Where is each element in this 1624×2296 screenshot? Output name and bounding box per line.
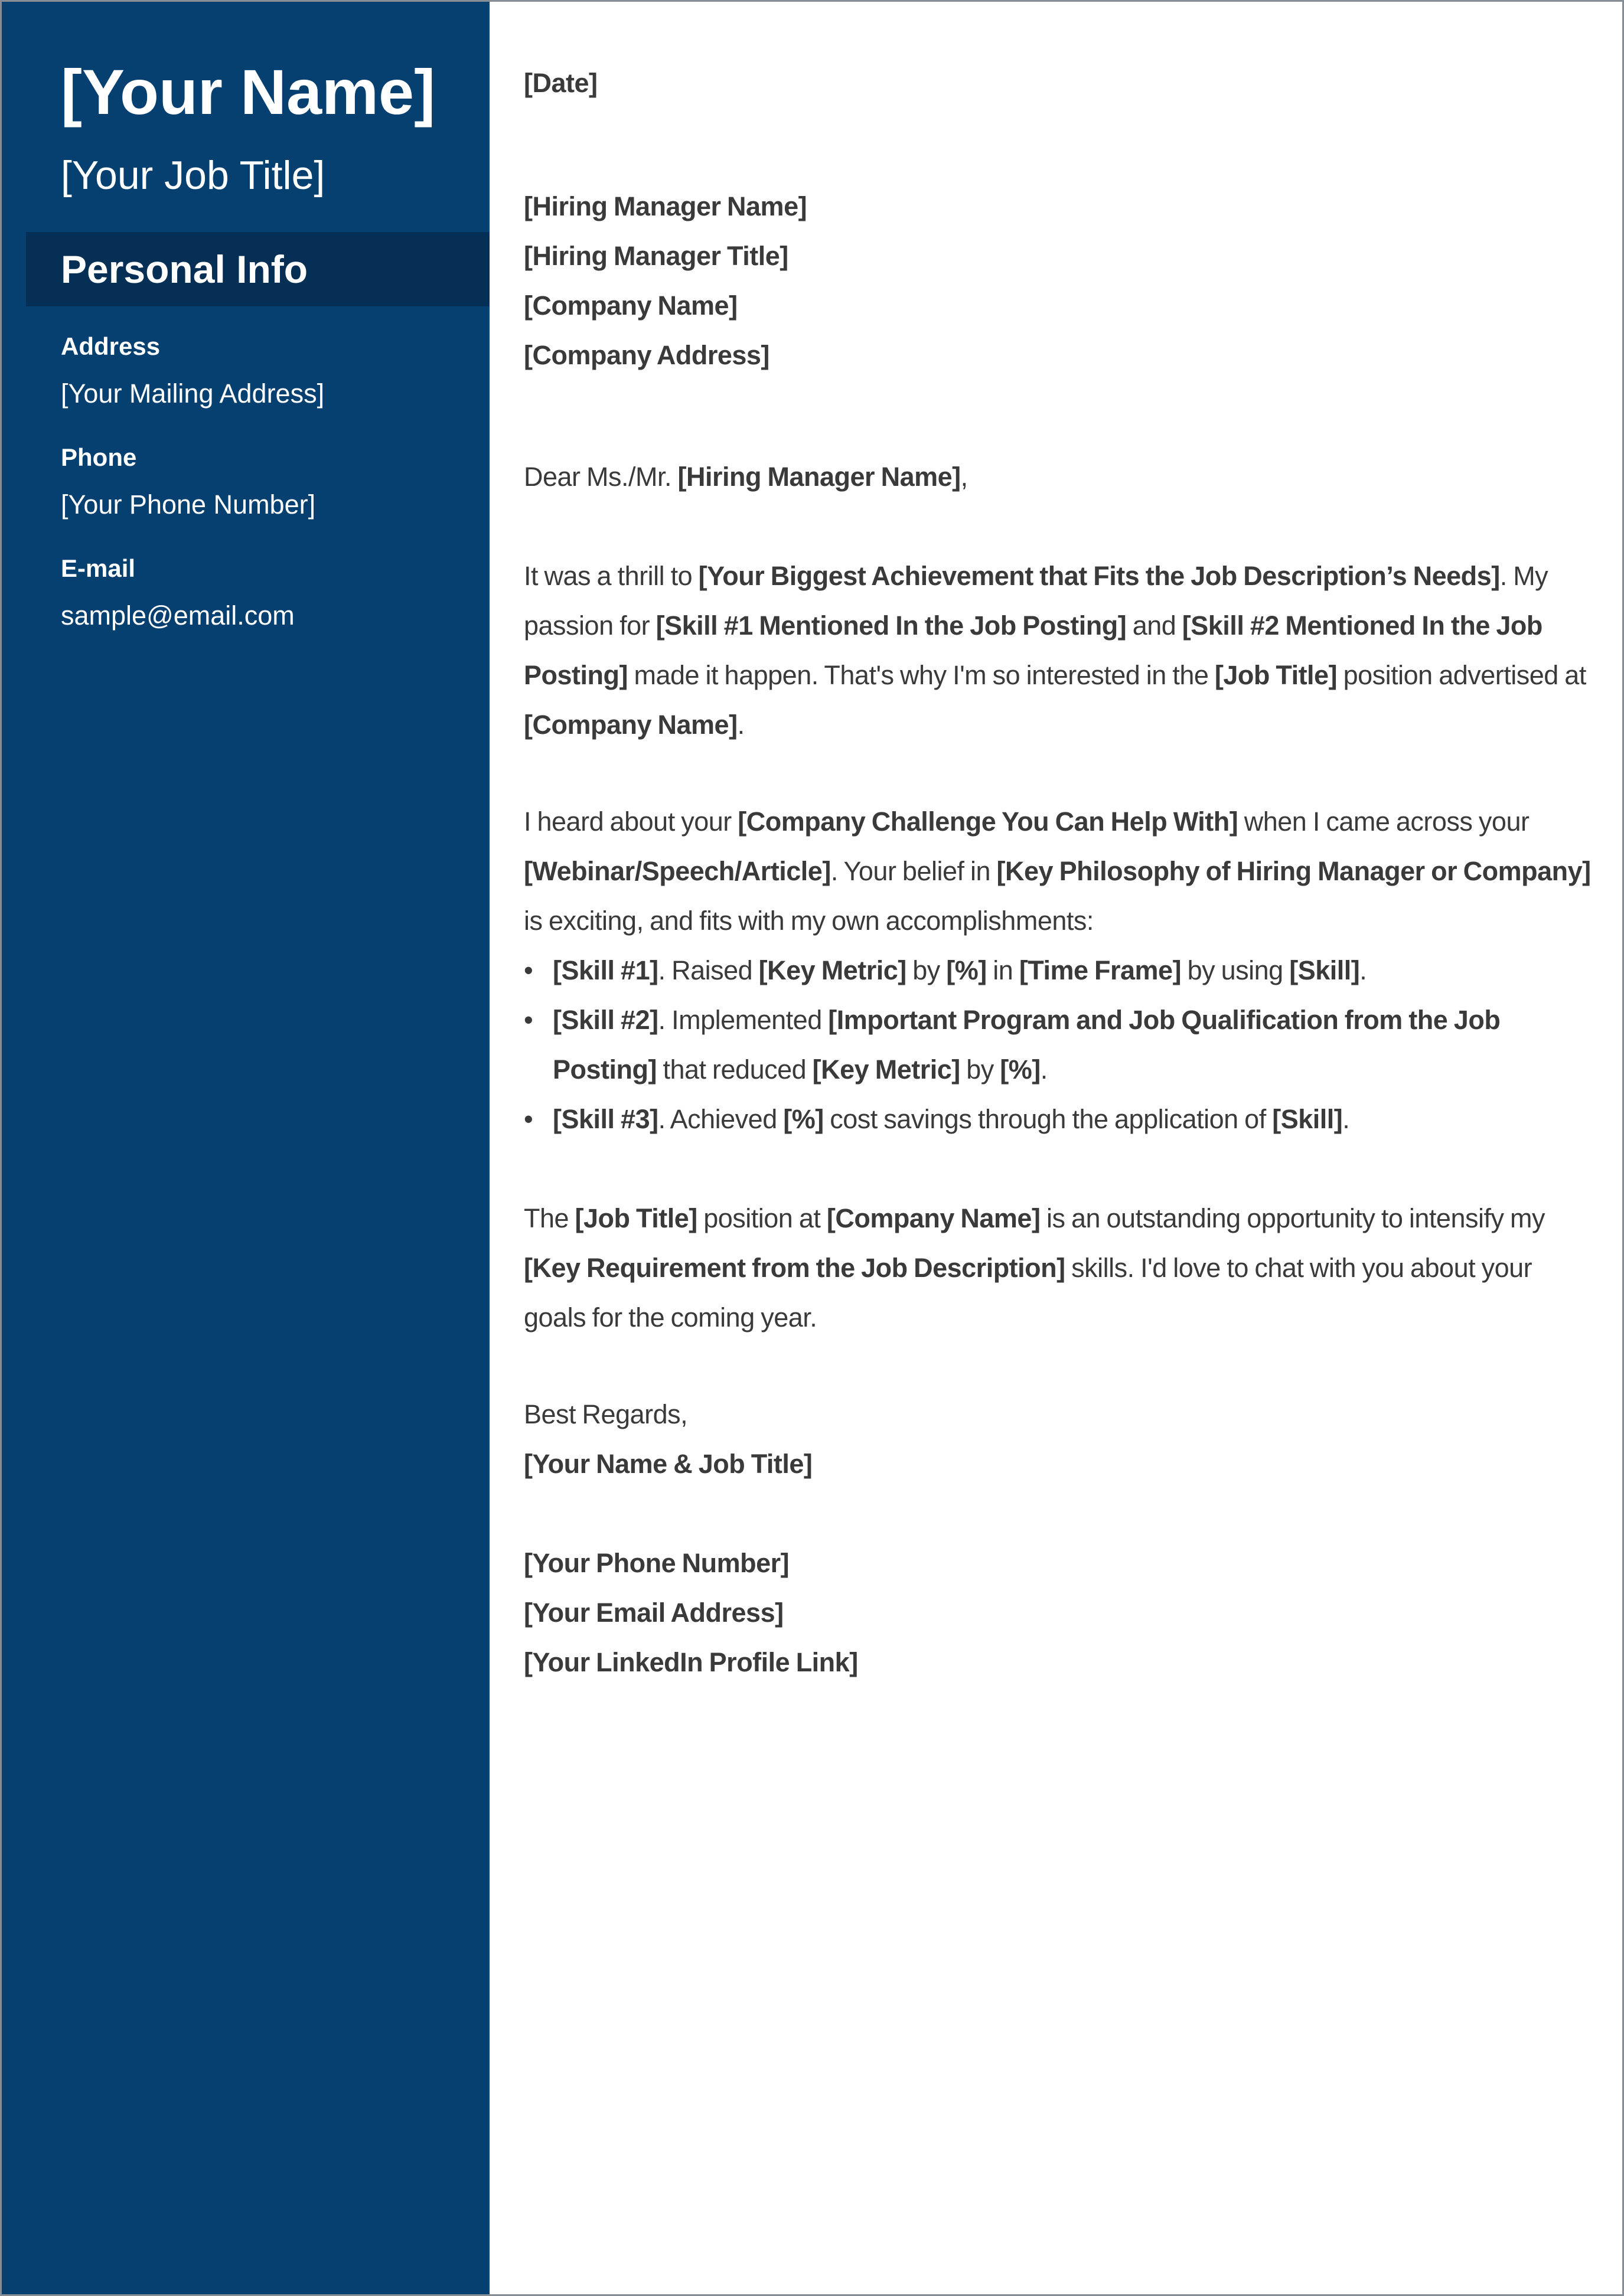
signoff: Best Regards,	[524, 1399, 688, 1429]
accomplishment-text: [Skill #2]. Implemented [Important Program and Job Qualification from the Job Posting] that reduced [Key Metric] by [%].	[553, 1005, 1501, 1085]
phone-value: [Your Phone Number]	[61, 489, 316, 520]
bullet-icon: •	[524, 955, 533, 985]
accomplishment-item	[524, 995, 1593, 1095]
salutation: Dear Ms./Mr. [Hiring Manager Name],	[524, 462, 968, 492]
email-label: E-mail	[61, 554, 136, 582]
applicant-name: [Your Name]	[61, 56, 436, 128]
applicant-job-title: [Your Job Title]	[61, 153, 325, 198]
sidebar	[2, 2, 490, 2294]
footer-phone: [Your Phone Number]	[524, 1548, 790, 1578]
accomplishment-item	[524, 1095, 1593, 1144]
signature: [Your Name & Job Title]	[524, 1449, 813, 1479]
accomplishment-item	[524, 946, 1593, 995]
recipient-line: [Hiring Manager Title]	[524, 241, 788, 271]
letter-date: [Date]	[524, 68, 598, 98]
footer-email: [Your Email Address]	[524, 1598, 784, 1628]
footer-linkedin: [Your LinkedIn Profile Link]	[524, 1647, 858, 1677]
personal-info-title: Personal Info	[61, 247, 308, 291]
letter-inner	[524, 58, 1593, 1687]
hook-paragraph: I heard about your [Company Challenge You Can Help With] when I came across your [Webinar/Speech/Article]. Your belief in [Key Philosophy of Hiring Manager or Company] is exciting, and fits with my own accomplishments:	[524, 806, 1591, 936]
accomplishment-text: [Skill #1]. Raised [Key Metric] by [%] in [Time Frame] by using [Skill].	[553, 955, 1367, 985]
closing-paragraph: The [Job Title] position at [Company Name] is an outstanding opportunity to intensify my [Key Requirement from the Job Description] skills. I'd love to chat with you about your goals for the coming year.	[524, 1203, 1545, 1332]
recipient-line: [Company Address]	[524, 340, 769, 370]
bullet-icon: •	[524, 1005, 533, 1035]
contact-footer	[524, 1539, 1593, 1687]
phone-field	[61, 443, 454, 521]
accomplishments-list	[524, 946, 1593, 1144]
recipient-block	[524, 182, 1593, 380]
letter-content	[490, 2, 1622, 2294]
address-label: Address	[61, 332, 161, 360]
recipient-line: [Hiring Manager Name]	[524, 191, 807, 221]
personal-info-section-header	[26, 232, 490, 306]
personal-info-fields	[61, 332, 490, 632]
recipient-line: [Company Name]	[524, 290, 738, 321]
bullet-icon: •	[524, 1104, 533, 1134]
accomplishment-text: [Skill #3]. Achieved [%] cost savings through the application of [Skill].	[553, 1104, 1350, 1134]
closing-block	[524, 1390, 1593, 1489]
phone-label: Phone	[61, 443, 137, 471]
address-field	[61, 332, 454, 410]
address-value: [Your Mailing Address]	[61, 378, 325, 409]
email-value: sample@email.com	[61, 600, 295, 631]
intro-paragraph: It was a thrill to [Your Biggest Achievement that Fits the Job Description’s Needs]. My passion for [Skill #1 Mentioned In the Job Posting] and [Skill #2 Mentioned In the Job Posting] made it happen. That's why I'm so interested in the [Job Title] position advertised at [Company Name].	[524, 561, 1586, 740]
email-field	[61, 554, 454, 632]
